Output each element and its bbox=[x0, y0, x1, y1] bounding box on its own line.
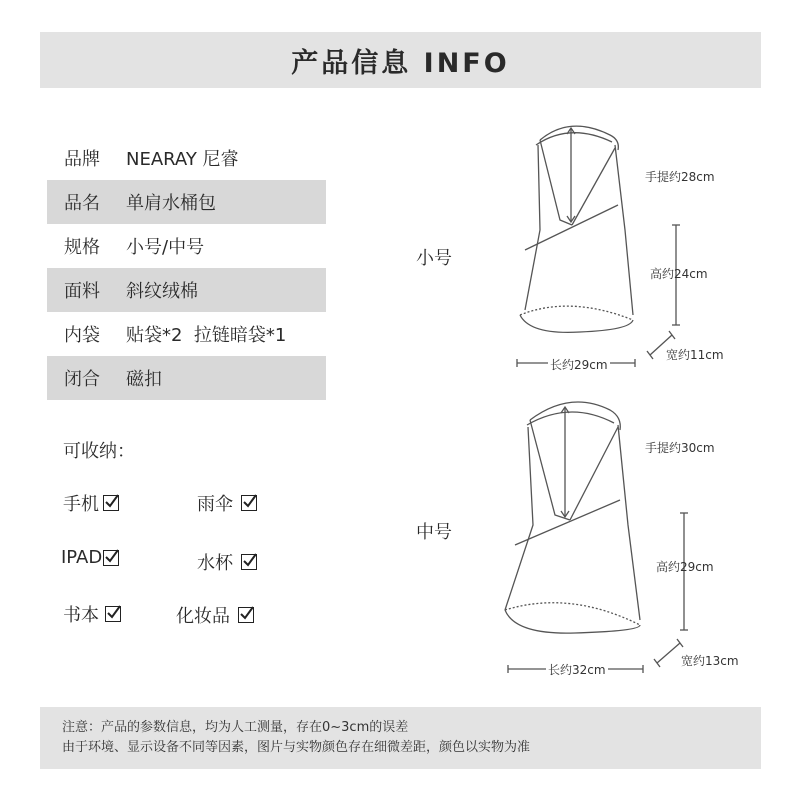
medium-width-dimension: 宽约13cm bbox=[681, 654, 739, 668]
storage-item-label: 雨伞 bbox=[197, 494, 233, 515]
storage-title: 可收纳： bbox=[63, 441, 135, 462]
size-label-small: 小号 bbox=[416, 248, 452, 269]
storage-item-phone bbox=[63, 490, 119, 516]
page-title: 产品信息 INFO bbox=[291, 47, 510, 79]
small-handle-dimension: 手提约28cm bbox=[645, 170, 715, 184]
footer-note bbox=[40, 707, 761, 769]
spec-row-brand bbox=[47, 136, 326, 180]
bag-diagram-small bbox=[500, 110, 760, 380]
spec-key: 内袋 bbox=[64, 325, 100, 346]
checkbox-checked-icon bbox=[241, 554, 257, 570]
checkbox-checked-icon bbox=[103, 550, 119, 566]
spec-row-name bbox=[47, 180, 326, 224]
checkbox-checked-icon bbox=[105, 606, 121, 622]
storage-item-umbrella bbox=[197, 490, 257, 516]
spec-value: NEARAY 尼睿 bbox=[126, 149, 239, 170]
bag-diagram-medium bbox=[500, 385, 760, 685]
checkbox-checked-icon bbox=[103, 495, 119, 511]
small-width-dimension: 宽约11cm bbox=[666, 348, 724, 362]
storage-item-label: 化妆品 bbox=[176, 606, 230, 627]
spec-table bbox=[47, 136, 326, 400]
storage-item-label: 手机 bbox=[63, 494, 99, 515]
storage-item-label: 书本 bbox=[63, 605, 99, 626]
spec-value: 磁扣 bbox=[126, 369, 162, 390]
spec-value: 斜纹绒棉 bbox=[126, 281, 198, 302]
small-length-dimension: 长约29cm bbox=[550, 358, 608, 372]
spec-key: 闭合 bbox=[64, 369, 100, 390]
spec-row-size bbox=[47, 224, 326, 268]
medium-length-dimension: 长约32cm bbox=[548, 663, 606, 677]
spec-value: 贴袋*2 拉链暗袋*1 bbox=[126, 325, 287, 346]
spec-key: 品牌 bbox=[64, 149, 100, 170]
spec-value: 小号/中号 bbox=[126, 237, 205, 258]
header-banner bbox=[40, 32, 761, 88]
small-height-dimension: 高约24cm bbox=[650, 267, 708, 281]
checkbox-checked-icon bbox=[238, 607, 254, 623]
checkbox-checked-icon bbox=[241, 495, 257, 511]
size-label-medium: 中号 bbox=[416, 522, 452, 543]
storage-item-ipad bbox=[61, 547, 119, 568]
spec-key: 规格 bbox=[64, 237, 100, 258]
spec-row-closure bbox=[47, 356, 326, 400]
spec-row-pocket bbox=[47, 312, 326, 356]
storage-item-cup bbox=[197, 549, 257, 575]
footer-line-2: 由于环境、显示设备不同等因素，图片与实物颜色存在细微差距，颜色以实物为准 bbox=[62, 740, 531, 755]
spec-value: 单肩水桶包 bbox=[126, 193, 216, 214]
medium-height-dimension: 高约29cm bbox=[656, 560, 714, 574]
footer-line-1: 注意：产品的参数信息，均为人工测量，存在0~3cm的误差 bbox=[62, 720, 409, 735]
storage-item-label: 水杯 bbox=[197, 553, 233, 574]
spec-key: 面料 bbox=[64, 281, 100, 302]
storage-item-label: IPAD bbox=[61, 547, 103, 568]
spec-row-fabric bbox=[47, 268, 326, 312]
storage-item-cosmetics bbox=[176, 602, 254, 628]
spec-key: 品名 bbox=[64, 193, 100, 214]
medium-handle-dimension: 手提约30cm bbox=[645, 441, 715, 455]
storage-item-book bbox=[63, 601, 121, 627]
